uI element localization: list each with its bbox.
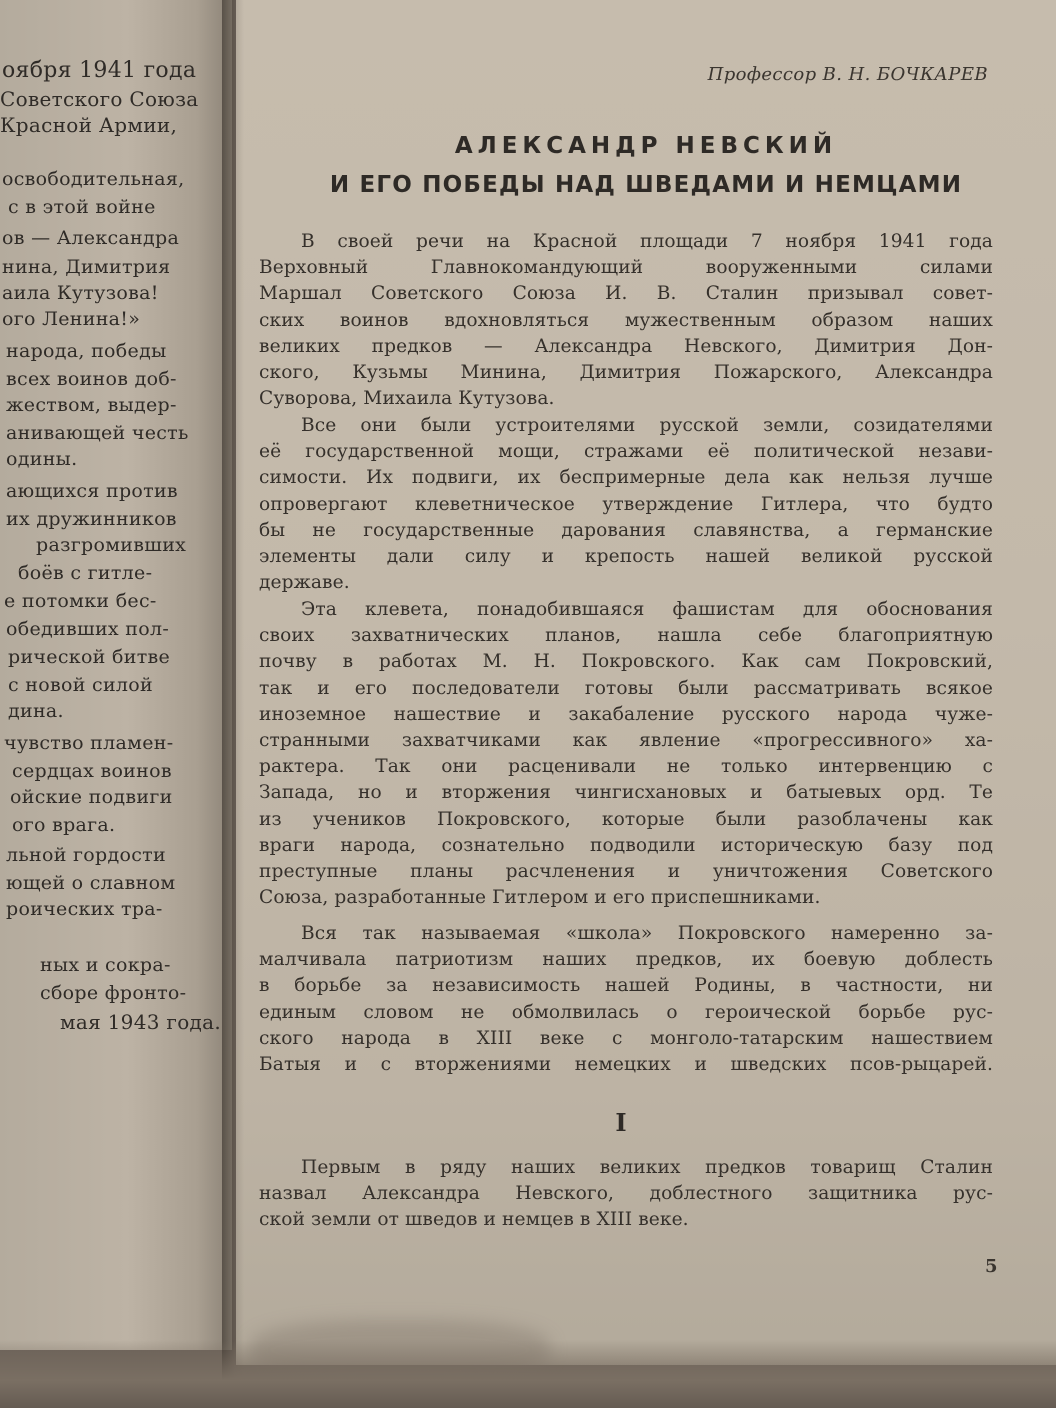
article-subtitle: И ЕГО ПОБЕДЫ НАД ШВЕДАМИ И НЕМЦАМИ <box>329 172 963 198</box>
left-page-line: рической битве <box>8 646 171 668</box>
text-line: Союза, разработанные Гитлером и его приспешниками. <box>259 887 821 909</box>
text-line: Верховный Главнокомандующий вооруженными силами <box>259 257 993 279</box>
text-line: элементы дали силу и крепость нашей великой русской <box>259 545 993 567</box>
text-line: ской земли от шведов и немцев в XIII веке. <box>259 1209 689 1231</box>
text-line: державе. <box>259 572 350 594</box>
left-page-line: одины. <box>6 448 78 470</box>
text-line: в борьбе за независимость нашей Родины, в частности, ни <box>259 975 993 997</box>
left-page-line: аила Кутузова! <box>2 282 159 304</box>
paragraph <box>259 229 993 412</box>
text-line: Запада, но и вторжения чингисхановых и батыевых орд. Те <box>259 782 993 804</box>
left-page-line: нина, Димитрия <box>2 256 171 278</box>
text-line: ского, Кузьмы Минина, Димитрия Пожарского, Александра <box>259 361 993 383</box>
left-page-line: чувство пламен- <box>4 732 174 754</box>
text-line: своих захватнических планов, нашла себе благоприятную <box>259 625 993 647</box>
text-line: ского народа в XIII веке с монголо-татарским нашествием <box>259 1027 993 1049</box>
text-line: малчивала патриотизм наших предков, их боевую доблесть <box>259 949 993 971</box>
left-page <box>0 0 232 1350</box>
book-gutter <box>222 0 244 1408</box>
text-line: почву в работах М. Н. Покровского. Как сам Покровский, <box>259 651 993 673</box>
text-line: Все они были устроителями русской земли, созидателями <box>301 415 993 436</box>
text-line: В своей речи на Красной площади 7 ноября 1941 года <box>301 231 993 252</box>
text-line: так и его последователи готовы были рассматривать всякое <box>259 677 993 699</box>
left-page-line: ющей о славном <box>6 872 176 894</box>
text-line: враги народа, сознательно подводили историческую базу под <box>259 834 993 856</box>
text-line: симости. Их подвиги, их беспримерные дела как нельзя лучше <box>259 467 993 489</box>
text-line: Эта клевета, понадобившаяся фашистам для обоснования <box>301 599 993 620</box>
left-page-line: сборе фронто- <box>40 982 187 1004</box>
author-byline: Профессор В. Н. БОЧКАРЕВ <box>707 64 988 85</box>
left-page-line: обедивших пол- <box>6 618 170 640</box>
text-line: Маршал Советского Союза И. В. Сталин призывал совет- <box>259 283 993 305</box>
text-line: назвал Александра Невского, доблестного защитника рус- <box>259 1183 993 1205</box>
text-line: великих предков — Александра Невского, Димитрия Дон- <box>259 335 993 357</box>
left-page-line: Красной Армии, <box>0 113 178 137</box>
left-page-line: освободительная, <box>2 168 185 190</box>
page-number: 5 <box>985 1256 998 1277</box>
left-page-line: дина. <box>8 700 64 722</box>
text-line: её государственной мощи, стражами её политической незави- <box>259 441 993 463</box>
paragraph <box>259 921 993 1078</box>
left-page-line: ого врага. <box>12 814 116 836</box>
paragraph <box>259 413 993 596</box>
text-line: преступные планы расчленения и уничтожения Советского <box>259 860 993 882</box>
text-line: иноземное нашествие и закабаление русского народа чуже- <box>259 703 993 725</box>
left-page-line: е потомки бес- <box>4 590 157 612</box>
left-page-line: ого Ленина!» <box>2 308 141 330</box>
text-line: опровергают клеветническое утверждение Гитлера, что будто <box>259 493 993 515</box>
left-page-line: их дружинников <box>6 508 177 530</box>
text-line: рактера. Так они расценивали не только интервенцию с <box>259 756 993 778</box>
text-line: Суворова, Михаила Кутузова. <box>259 388 555 410</box>
left-page-line: ойские подвиги <box>10 786 173 808</box>
text-line: единым словом не обмолвилась о героической борьбе рус- <box>259 1001 993 1023</box>
left-page-line: оября 1941 года <box>2 58 197 83</box>
left-page-line: сердцах воинов <box>12 760 172 782</box>
paragraph <box>259 1155 993 1234</box>
left-page-line: народа, победы <box>6 340 167 362</box>
left-page-line: ных и сокра- <box>40 954 171 976</box>
text-line: Вся так называемая «школа» Покровского намеренно за- <box>301 923 993 944</box>
paragraph <box>259 597 993 911</box>
left-page-line: разгромивших <box>36 534 187 556</box>
page-edge-shadow <box>0 1340 1056 1408</box>
text-line: странными захватчиками как явление «прогрессивного» ха- <box>259 729 993 751</box>
left-page-line: жеством, выдер- <box>6 394 177 416</box>
left-page-line: мая 1943 года. <box>60 1010 222 1034</box>
article-title: АЛЕКСАНДР НЕВСКИЙ <box>454 133 838 159</box>
text-line: Батыя и с вторжениями немецких и шведских псов-рыцарей. <box>259 1053 993 1075</box>
text-line: из учеников Покровского, которые были разоблачены как <box>259 808 993 830</box>
text-line: ских воинов вдохновляться мужественным образом наших <box>259 309 993 331</box>
section-number: I <box>615 1108 627 1137</box>
left-page-line: льной гордости <box>6 844 166 866</box>
left-page-line: Советского Союза <box>0 87 199 111</box>
text-line: Первым в ряду наших великих предков товарищ Сталин <box>301 1157 993 1178</box>
left-page-line: ов — Александра <box>2 227 180 249</box>
left-page-line: анивающей честь <box>6 422 189 444</box>
left-page-line: с в этой войне <box>8 196 156 218</box>
left-page-line: ающихся против <box>6 480 178 502</box>
left-page-line: роических тра- <box>6 898 163 920</box>
left-page-line: с новой силой <box>8 674 153 696</box>
text-line: бы не государственные дарования славянства, а германские <box>259 519 993 541</box>
left-page-line: боёв с гитле- <box>18 562 153 584</box>
left-page-line: всех воинов доб- <box>6 368 177 390</box>
